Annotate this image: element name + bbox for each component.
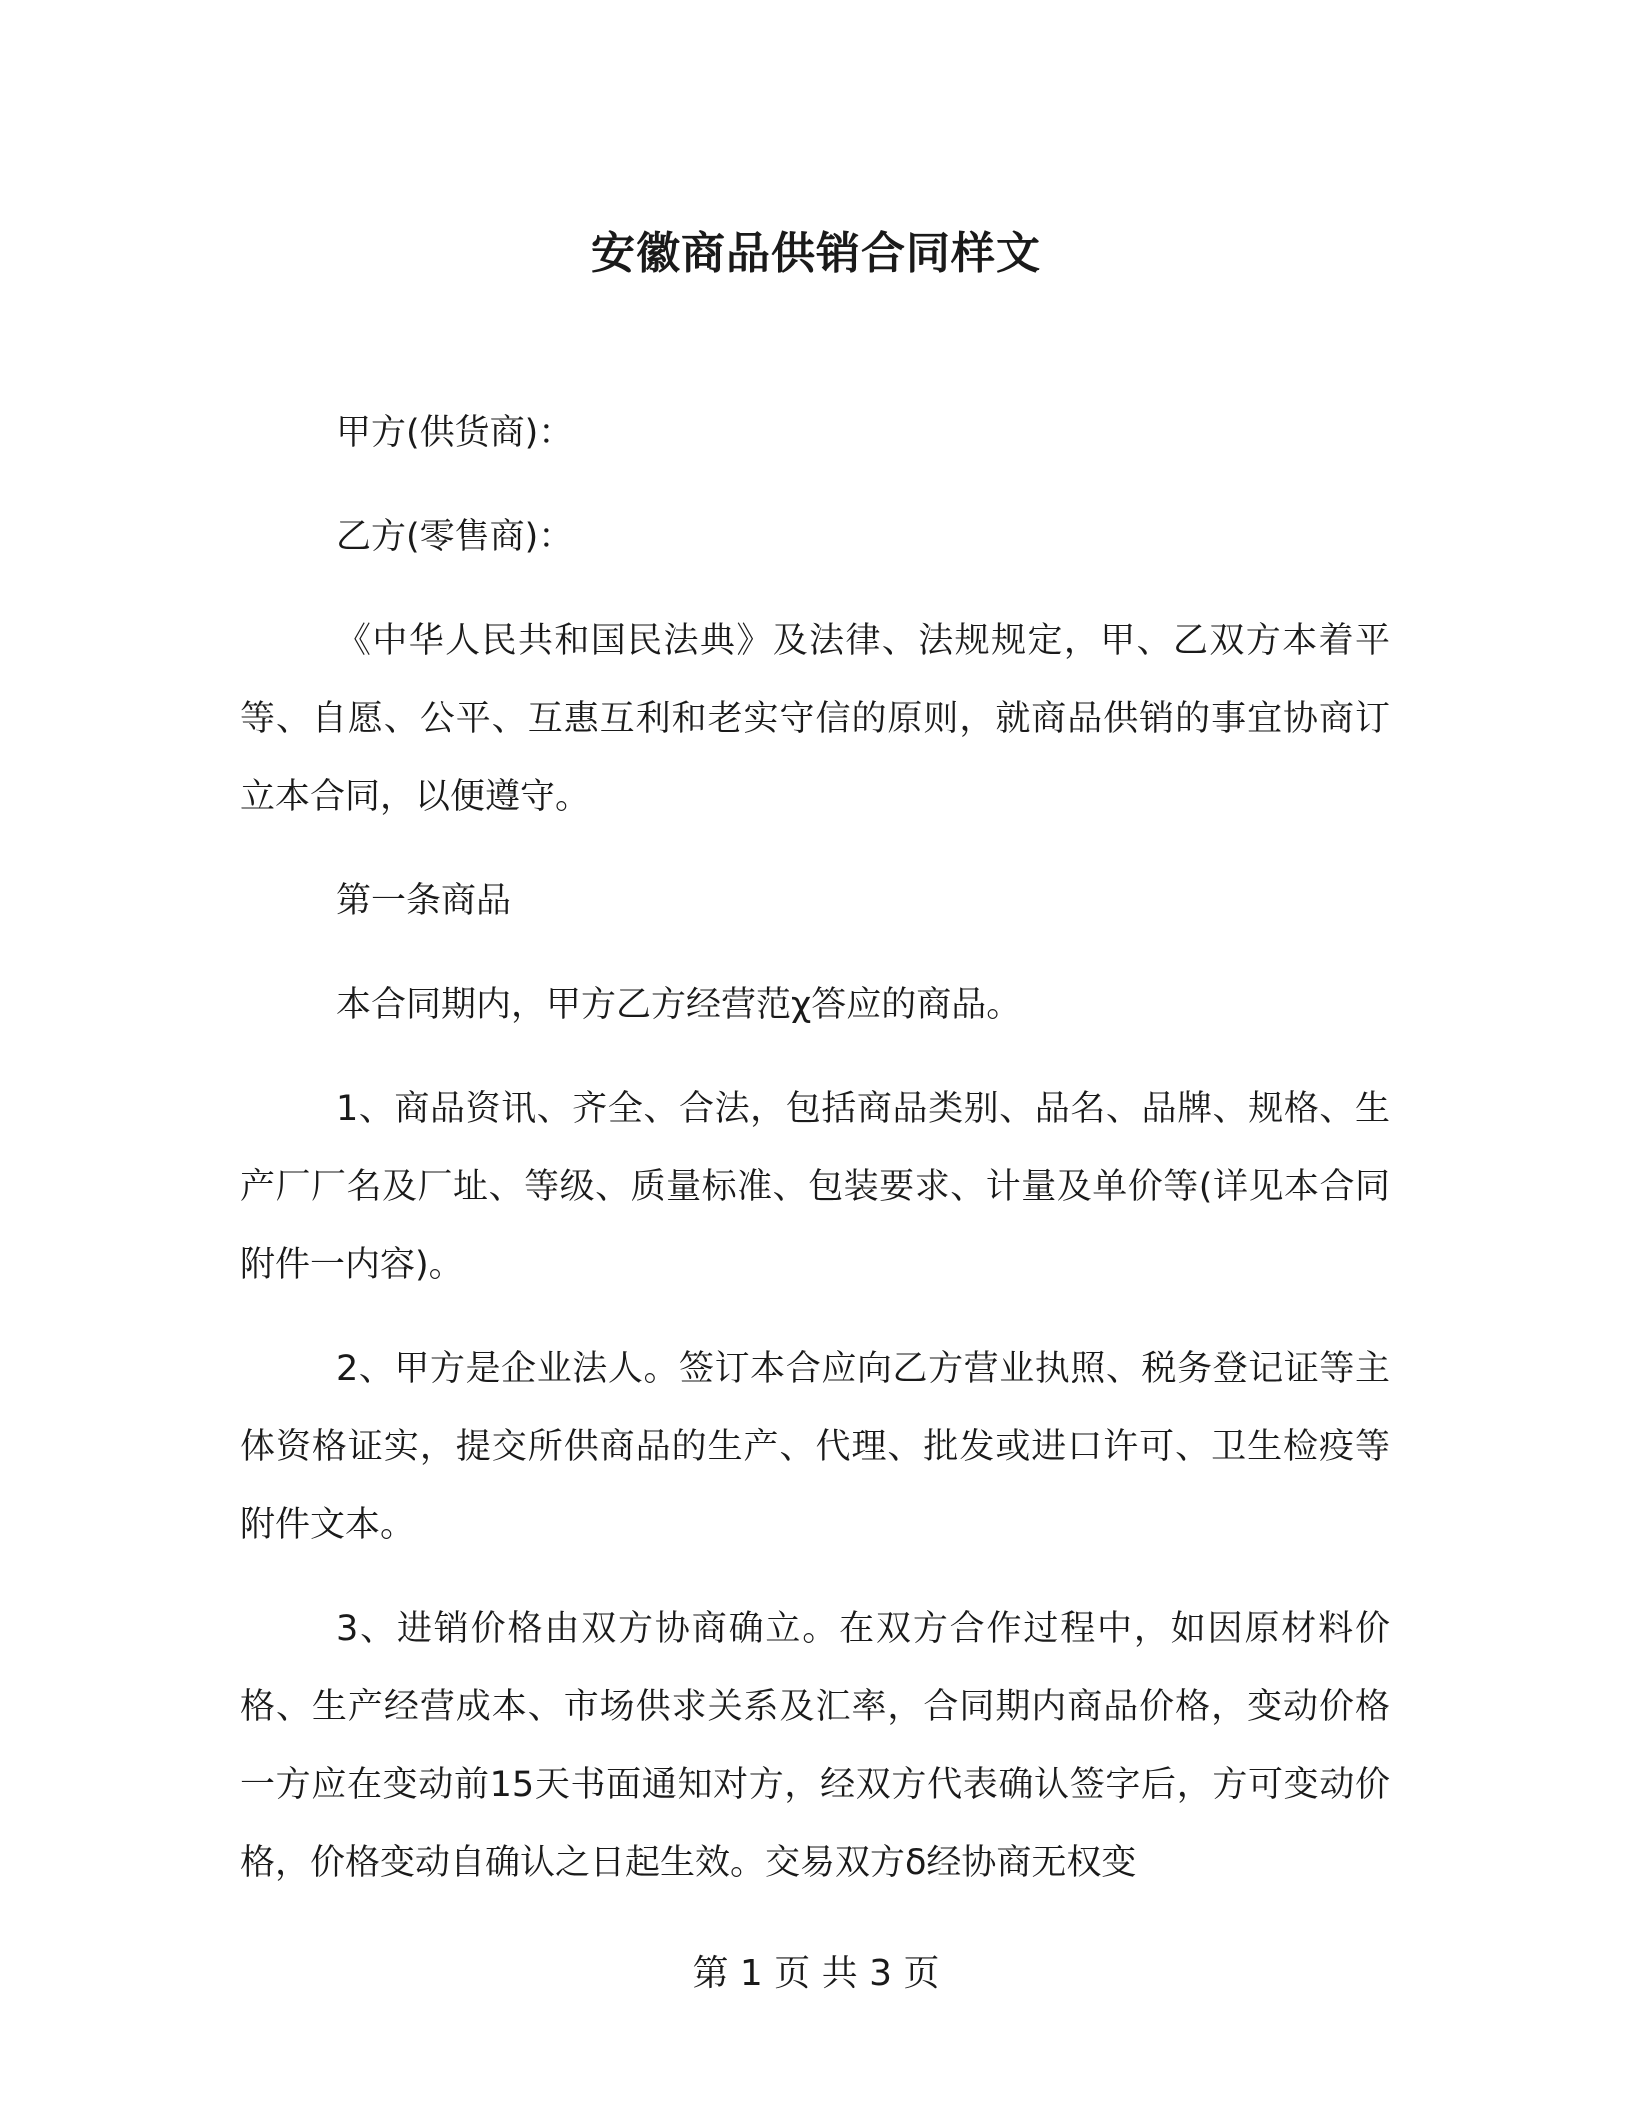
clause-1-paragraph: 1、商品资讯、齐全、合法，包括商品类别、品名、品牌、规格、生产厂厂名及厂址、等级、质量标准、包装要求、计量及单价等(详见本合同附件一内容)。 [240, 1089, 1390, 1285]
party-a-line: 甲方(供货商)： [336, 413, 574, 453]
article-one-intro: 本合同期内，甲方乙方经营范χ答应的商品。 [336, 985, 1022, 1025]
party-b-line: 乙方(零售商)： [336, 517, 574, 557]
document-title: 安徽商品供销合同样文 [591, 228, 1041, 279]
page-number-footer: 第 1 页 共 3 页 [692, 1953, 940, 1994]
preamble-paragraph: 《中华人民共和国民法典》及法律、法规规定，甲、乙双方本着平等、自愿、公平、互惠互利和老实守信的原则，就商品供销的事宜协商订立本合同，以便遵守。 [240, 621, 1390, 817]
clause-2-paragraph: 2、甲方是企业法人。签订本合应向乙方营业执照、税务登记证等主体资格证实，提交所供商品的生产、代理、批发或进口许可、卫生检疫等附件文本。 [240, 1349, 1390, 1545]
article-one-heading: 第一条商品 [336, 881, 512, 921]
document-body [240, 394, 1390, 1928]
clause-3-paragraph: 3、进销价格由双方协商确立。在双方合作过程中，如因原材料价格、生产经营成本、市场供求关系及汇率，合同期内商品价格，变动价格一方应在变动前15天书面通知对方，经双方代表确认签字后，方可变动价格，价格变动自确认之日起生效。交易双方δ经协商无权变 [240, 1609, 1390, 1883]
